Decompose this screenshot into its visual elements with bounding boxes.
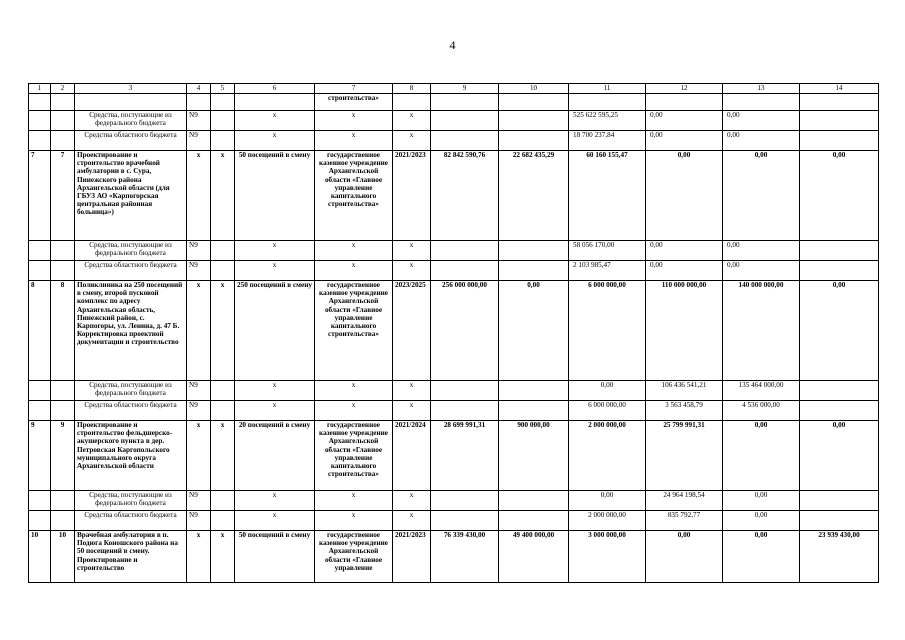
amount-cell: 23 939 430,00 xyxy=(800,531,879,583)
cell: x xyxy=(187,151,211,241)
cell: x xyxy=(315,261,393,281)
table-row xyxy=(29,241,879,261)
amount-cell: 0,00 xyxy=(800,421,879,491)
cell: x xyxy=(393,261,431,281)
row-number: 9 xyxy=(51,421,75,491)
funding-label: Средства, поступающие из федерального бюджета xyxy=(75,491,187,511)
amount-cell: 106 436 541,21 xyxy=(646,381,723,401)
row-number: 8 xyxy=(29,281,51,381)
amount-cell: 0,00 xyxy=(569,381,646,401)
capacity-cell: 50 посещений в смену xyxy=(235,531,315,583)
code-cell: N9 xyxy=(187,131,211,151)
header-row xyxy=(29,84,879,94)
header-cell: 13 xyxy=(723,84,800,94)
cell: x xyxy=(315,401,393,421)
amount-cell: 0,00 xyxy=(646,531,723,583)
row-number: 8 xyxy=(51,281,75,381)
amount-cell: 135 464 000,00 xyxy=(723,381,800,401)
amount-cell: 110 000 000,00 xyxy=(646,281,723,381)
cell: x xyxy=(393,511,431,531)
funding-label: Средства, поступающие из федерального бюджета xyxy=(75,241,187,261)
project-name: Поликлиника на 250 посещений в смену, второй пусковой комплекс по адресу Архангельская область, Пинежский район, с. Карпогоры, ул. Ленина, д. 47 Б. Корректировка проектной документации и строительство xyxy=(75,281,187,381)
cell: x xyxy=(315,131,393,151)
project-row xyxy=(29,531,879,583)
row-number: 7 xyxy=(29,151,51,241)
amount-cell: 0,00 xyxy=(646,111,723,131)
cell: x xyxy=(211,421,235,491)
amount-cell: 0,00 xyxy=(499,281,569,381)
table-row xyxy=(29,381,879,401)
cell: x xyxy=(393,241,431,261)
amount-cell: 0,00 xyxy=(646,131,723,151)
table-row xyxy=(29,111,879,131)
row-number: 10 xyxy=(51,531,75,583)
cell: x xyxy=(393,131,431,151)
cell: x xyxy=(315,111,393,131)
amount-cell: 0,00 xyxy=(723,491,800,511)
amount-cell: 0,00 xyxy=(723,111,800,131)
budget-table xyxy=(28,83,879,583)
capacity-cell: 50 посещений в смену xyxy=(235,151,315,241)
capacity-cell: 250 посещений в смену xyxy=(235,281,315,381)
header-cell: 5 xyxy=(211,84,235,94)
amount-cell: 6 000 000,00 xyxy=(569,281,646,381)
amount-cell: 0,00 xyxy=(646,151,723,241)
table-row xyxy=(29,511,879,531)
cell: x xyxy=(235,111,315,131)
customer-cell: государственное казенное учреждение Архангельской области «Главное управление капитального строительства» xyxy=(315,421,393,491)
amount-cell: 256 000 000,00 xyxy=(431,281,499,381)
amount-cell: 0,00 xyxy=(723,241,800,261)
cell: x xyxy=(393,381,431,401)
table-row xyxy=(29,261,879,281)
cell: x xyxy=(187,531,211,583)
amount-cell: 24 964 198,54 xyxy=(646,491,723,511)
cell: x xyxy=(187,421,211,491)
amount-cell: 0,00 xyxy=(723,151,800,241)
amount-cell: 25 799 991,31 xyxy=(646,421,723,491)
header-cell: 4 xyxy=(187,84,211,94)
header-cell: 7 xyxy=(315,84,393,94)
cell: x xyxy=(211,531,235,583)
period-cell: 2023/2025 xyxy=(393,281,431,381)
amount-cell: 60 160 155,47 xyxy=(569,151,646,241)
header-cell: 10 xyxy=(499,84,569,94)
period-cell: 2021/2023 xyxy=(393,531,431,583)
project-row xyxy=(29,151,879,241)
project-name: Проектирование и строительство фельдшерско-акушерского пункта в дер. Петровская Каргопольского муниципального округа Архангельской области xyxy=(75,421,187,491)
row-number: 7 xyxy=(51,151,75,241)
funding-label: Средства областного бюджета xyxy=(75,131,187,151)
amount-cell: 58 056 170,00 xyxy=(569,241,646,261)
amount-cell: 3 000 000,00 xyxy=(569,531,646,583)
cell: x xyxy=(315,511,393,531)
funding-label: Средства, поступающие из федерального бюджета xyxy=(75,111,187,131)
header-cell: 9 xyxy=(431,84,499,94)
funding-label: Средства, поступающие из федерального бюджета xyxy=(75,381,187,401)
amount-cell: 22 682 435,29 xyxy=(499,151,569,241)
header-cell: 6 xyxy=(235,84,315,94)
amount-cell: 900 000,00 xyxy=(499,421,569,491)
row-number: 9 xyxy=(29,421,51,491)
cell: x xyxy=(393,401,431,421)
header-cell: 8 xyxy=(393,84,431,94)
amount-cell: 0,00 xyxy=(646,261,723,281)
funding-label: Средства областного бюджета xyxy=(75,511,187,531)
cell: x xyxy=(211,281,235,381)
amount-cell: 2 000 000,00 xyxy=(569,421,646,491)
cell: x xyxy=(315,381,393,401)
code-cell: N9 xyxy=(187,261,211,281)
amount-cell: 0,00 xyxy=(723,511,800,531)
funding-label: Средства областного бюджета xyxy=(75,401,187,421)
cell: x xyxy=(235,381,315,401)
continuation-row xyxy=(29,94,879,111)
code-cell: N9 xyxy=(187,401,211,421)
amount-cell: 2 103 985,47 xyxy=(569,261,646,281)
amount-cell: 0,00 xyxy=(800,281,879,381)
cell: x xyxy=(235,241,315,261)
amount-cell: 76 339 430,00 xyxy=(431,531,499,583)
table-row xyxy=(29,491,879,511)
amount-cell: 28 699 991,31 xyxy=(431,421,499,491)
amount-cell: 82 842 590,76 xyxy=(431,151,499,241)
customer-cell: государственное казенное учреждение Архангельской области «Главное управление xyxy=(315,531,393,583)
amount-cell: 0,00 xyxy=(723,261,800,281)
cell: x xyxy=(235,491,315,511)
amount-cell: 6 000 000,00 xyxy=(569,401,646,421)
project-name: Врачебная амбулатория в п. Подюга Коношского района на 50 посещений в смену. Проектирование и строительство xyxy=(75,531,187,583)
amount-cell: 0,00 xyxy=(723,531,800,583)
code-cell: N9 xyxy=(187,241,211,261)
cell: x xyxy=(315,241,393,261)
period-cell: 2021/2024 xyxy=(393,421,431,491)
period-cell: 2021/2023 xyxy=(393,151,431,241)
header-cell: 2 xyxy=(51,84,75,94)
amount-cell: 18 700 237,84 xyxy=(569,131,646,151)
row-number: 10 xyxy=(29,531,51,583)
funding-label: Средства областного бюджета xyxy=(75,261,187,281)
amount-cell: 2 000 000,00 xyxy=(569,511,646,531)
project-row xyxy=(29,281,879,381)
code-cell: N9 xyxy=(187,491,211,511)
cell: x xyxy=(235,261,315,281)
amount-cell: 0,00 xyxy=(569,491,646,511)
cell: x xyxy=(235,131,315,151)
table-row xyxy=(29,131,879,151)
code-cell: N9 xyxy=(187,381,211,401)
customer-cell: государственное казенное учреждение Архангельской области «Главное управление капитального строительства» xyxy=(315,281,393,381)
cell: x xyxy=(211,151,235,241)
header-cell: 1 xyxy=(29,84,51,94)
header-cell: 3 xyxy=(75,84,187,94)
cell: x xyxy=(235,401,315,421)
page-number: 4 xyxy=(449,38,456,52)
cell: x xyxy=(393,491,431,511)
header-cell: 12 xyxy=(646,84,723,94)
customer-cell: государственное казенное учреждение Архангельской области «Главное управление капитального строительства» xyxy=(315,151,393,241)
amount-cell: 4 536 000,00 xyxy=(723,401,800,421)
amount-cell: 0,00 xyxy=(723,131,800,151)
amount-cell: 525 622 595,25 xyxy=(569,111,646,131)
amount-cell: 140 000 000,00 xyxy=(723,281,800,381)
customer-cell: строительства» xyxy=(315,94,393,111)
amount-cell: 3 563 458,79 xyxy=(646,401,723,421)
amount-cell: 49 400 000,00 xyxy=(499,531,569,583)
cell: x xyxy=(393,111,431,131)
project-row xyxy=(29,421,879,491)
amount-cell: 0,00 xyxy=(800,151,879,241)
capacity-cell: 20 посещений в смену xyxy=(235,421,315,491)
header-cell: 14 xyxy=(800,84,879,94)
amount-cell: 0,00 xyxy=(646,241,723,261)
amount-cell: 0,00 xyxy=(723,421,800,491)
project-name: Проектирование и строительство врачебной амбулатории в с. Сура, Пинежского района Архангельской области (для ГБУЗ АО «Карпогорская центральная районная больница») xyxy=(75,151,187,241)
cell: x xyxy=(235,511,315,531)
cell: x xyxy=(187,281,211,381)
code-cell: N9 xyxy=(187,511,211,531)
table-row xyxy=(29,401,879,421)
amount-cell: 835 792,77 xyxy=(646,511,723,531)
header-cell: 11 xyxy=(569,84,646,94)
code-cell: N9 xyxy=(187,111,211,131)
cell: x xyxy=(315,491,393,511)
